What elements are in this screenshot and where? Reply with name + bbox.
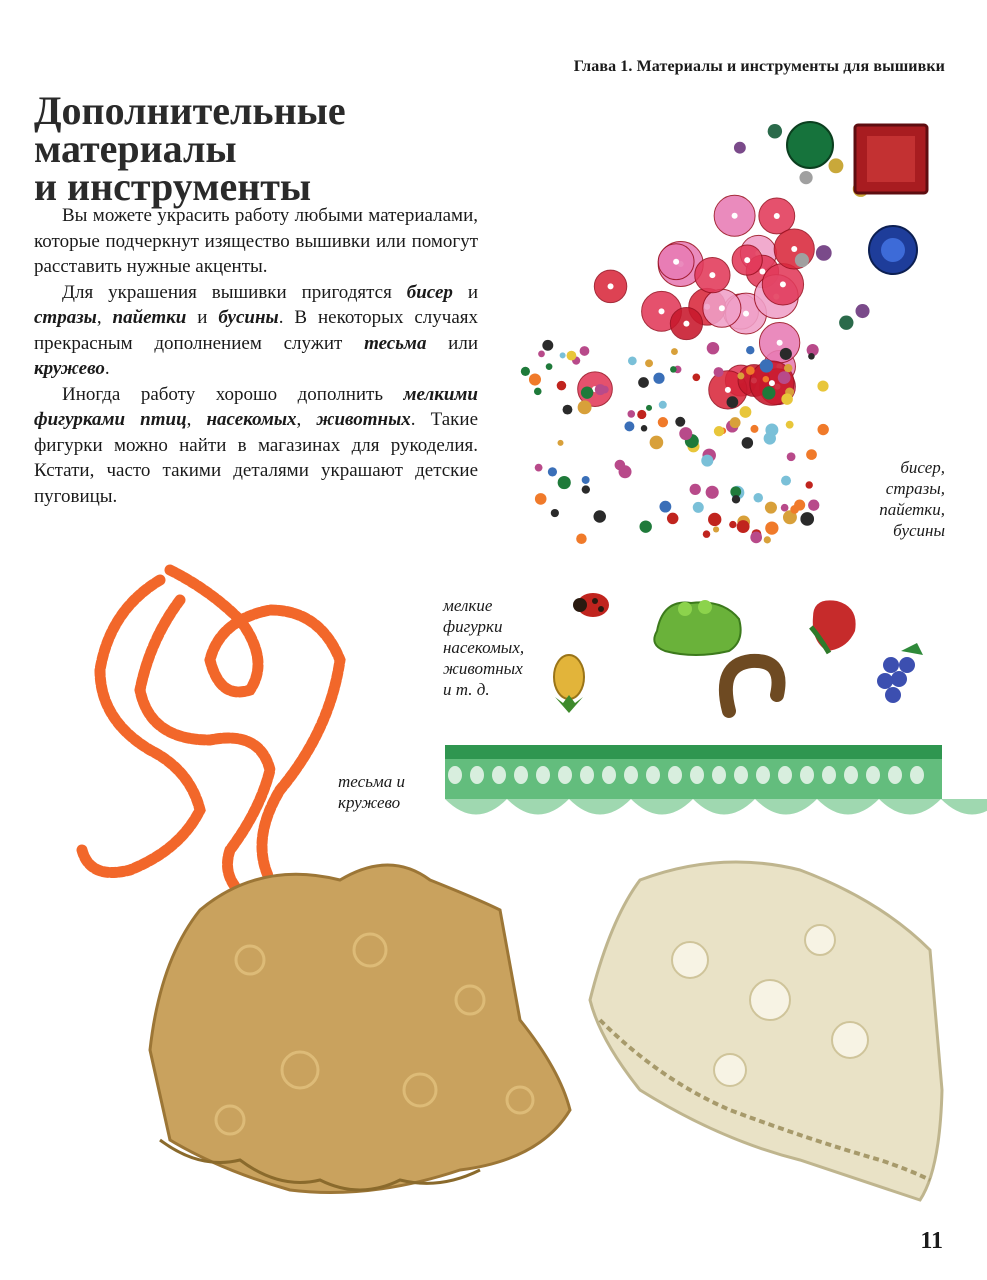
seed-bead (732, 495, 740, 503)
emphasis-sequins: пайетки (112, 307, 187, 328)
lace-hole (888, 766, 902, 784)
seed-bead (576, 533, 587, 544)
horseshoe-figure (726, 661, 779, 711)
seed-bead (578, 400, 592, 414)
metal-bead (734, 142, 746, 154)
sequin-hole (791, 246, 797, 252)
seed-bead (760, 359, 773, 372)
caption-line: пайетки, (879, 500, 945, 519)
text-run: и (452, 281, 478, 303)
seed-bead (557, 440, 563, 446)
seed-bead (764, 536, 771, 543)
seed-bead (693, 502, 704, 513)
emphasis-insects: насекомых (206, 409, 297, 430)
lace-hole (712, 766, 726, 784)
caption-line: тесьма и (338, 772, 405, 791)
metal-bead (839, 316, 853, 330)
gold-lace-photo (140, 840, 580, 1210)
page-title (34, 88, 454, 209)
seed-bead (659, 501, 671, 513)
emphasis-large-beads: бусины (218, 307, 279, 328)
beads-caption (805, 457, 945, 541)
seed-bead (706, 486, 719, 499)
seed-bead (781, 393, 792, 404)
emphasis-lace: кружево (34, 358, 105, 379)
emphasis-bird-figures: мелкими фигурками птиц (34, 383, 478, 430)
lace-hole (734, 766, 748, 784)
seed-bead (529, 374, 541, 386)
lace-hole (580, 766, 594, 784)
seed-bead (746, 366, 755, 375)
cream-lace-photo (580, 840, 945, 1210)
seed-bead (593, 510, 606, 523)
seed-bead (534, 388, 542, 396)
sequin-hole (769, 380, 775, 386)
figurines-caption (443, 595, 573, 700)
sequin-hole (777, 340, 783, 346)
metal-bead (829, 158, 844, 173)
running-head: Глава 1. Материалы и инструменты для вышивки (573, 58, 945, 75)
emphasis-rhinestones: стразы (34, 307, 97, 328)
text-run: . В некоторых случаях прекрасным дополнением служит (34, 307, 479, 354)
seed-bead (619, 465, 632, 478)
seed-bead (737, 520, 750, 533)
strawberry-figure (811, 600, 856, 653)
emphasis-animals: животных (316, 409, 411, 430)
seed-bead (679, 427, 692, 440)
caption-line: бисер, (900, 458, 945, 477)
sequin-hole (744, 257, 750, 263)
text-run: , (296, 409, 317, 430)
seed-bead (624, 421, 634, 431)
text-run: Иногда работу хорошо дополнить (62, 383, 404, 405)
seed-bead (637, 410, 646, 419)
seed-bead (714, 426, 724, 436)
seed-bead (778, 371, 791, 384)
caption-line: насекомых, (443, 638, 525, 657)
seed-bead (787, 452, 796, 461)
lace-hole (800, 766, 814, 784)
seed-bead (671, 348, 678, 355)
seed-bead (521, 367, 530, 376)
seed-bead (701, 455, 713, 467)
seed-bead (546, 363, 553, 370)
metal-bead (768, 124, 782, 138)
sequin-hole (732, 213, 738, 219)
seed-bead (535, 493, 547, 505)
seed-bead (750, 532, 762, 544)
lace-hole (470, 766, 484, 784)
blue-rhinestone-inner (881, 238, 905, 262)
caption-line: и т. д. (443, 680, 490, 699)
seed-bead (581, 386, 593, 398)
seed-bead (740, 406, 752, 418)
ladybug-figure (573, 593, 609, 617)
body-text (34, 203, 478, 509)
seed-bead (762, 386, 775, 399)
seed-bead (713, 526, 719, 532)
seed-bead (781, 476, 791, 486)
seed-bead (727, 396, 739, 408)
lace-hole (668, 766, 682, 784)
sequin-hole (683, 321, 689, 327)
seed-bead (784, 364, 792, 372)
lace-hole (602, 766, 616, 784)
seed-bead (737, 372, 744, 379)
seed-bead (638, 377, 649, 388)
grapes-figure (877, 643, 923, 703)
paragraph-3 (34, 382, 478, 510)
seed-bead (582, 485, 590, 493)
sequin-hole (709, 272, 715, 278)
metal-bead (816, 245, 832, 261)
caption-line: кружево (338, 793, 401, 812)
emphasis-beads: бисер (406, 281, 453, 303)
lace-hole (646, 766, 660, 784)
caption-line: животных (443, 659, 523, 678)
seed-bead (746, 346, 754, 354)
lace-caption (338, 771, 458, 813)
caption-line: бусины (893, 521, 945, 540)
square-rhinestone-facet (867, 136, 915, 182)
seed-bead (781, 504, 789, 512)
seed-bead (742, 437, 754, 449)
metal-bead (799, 171, 812, 184)
seed-bead (551, 509, 559, 517)
seed-bead (640, 520, 652, 532)
seed-bead (817, 424, 828, 435)
seed-bead (641, 425, 647, 431)
seed-bead (558, 476, 571, 489)
seed-bead (790, 505, 799, 514)
lace-hole (624, 766, 638, 784)
seed-bead (582, 476, 590, 484)
seed-bead (675, 417, 685, 427)
seed-bead (708, 513, 721, 526)
green-lace-photo (445, 745, 942, 830)
lace-hole (844, 766, 858, 784)
seed-bead (595, 384, 606, 395)
seed-bead (538, 351, 545, 358)
seed-bead (692, 373, 700, 381)
paragraph-2 (34, 280, 478, 382)
sequin-hole (725, 387, 731, 393)
sequin-hole (759, 268, 765, 274)
seed-bead (535, 464, 543, 472)
text-run: и (186, 307, 219, 328)
lace-hole (558, 766, 572, 784)
seed-bead (670, 366, 677, 373)
page-number: 11 (920, 1228, 943, 1254)
sequin-hole (743, 311, 749, 317)
seed-bead (714, 367, 724, 377)
text-run: Для украшения вышивки пригодятся (62, 281, 407, 303)
sequin-hole (673, 259, 679, 265)
seed-bead (786, 421, 794, 429)
seed-bead (690, 484, 701, 495)
seed-bead (560, 352, 566, 358)
green-rhinestone (787, 122, 833, 168)
seed-bead (628, 356, 637, 365)
lace-hole (690, 766, 704, 784)
seed-bead (765, 502, 777, 514)
seed-bead (646, 405, 652, 411)
sequin-hole (719, 305, 725, 311)
lace-hole (448, 766, 462, 784)
seed-bead (729, 521, 736, 528)
lace-hole (514, 766, 528, 784)
text-run: . (104, 358, 110, 379)
seed-bead (567, 351, 577, 361)
seed-bead (627, 410, 635, 418)
lace-hole (822, 766, 836, 784)
lace-hole (536, 766, 550, 784)
sequin-hole (608, 283, 614, 289)
text-run: или (426, 332, 478, 354)
title-line-1: Дополнительные (34, 88, 346, 133)
seed-bead (667, 513, 678, 524)
seed-bead (808, 353, 815, 360)
seed-bead (817, 381, 828, 392)
lace-hole (756, 766, 770, 784)
paragraph-1: Вы можете украсить работу любыми материалами, которые подчеркнут изящество вышивки или помогут расставить нужные акценты. (34, 205, 478, 277)
seed-bead (659, 401, 667, 409)
lace-hole (910, 766, 924, 784)
caption-line: мелкие (443, 596, 493, 615)
text-run: , (186, 409, 207, 430)
seed-bead (653, 373, 664, 384)
text-run: . Такие фигурки можно найти в магазинах для рукоделия. Кстати, часто такими деталями украшают детские пуговицы. (34, 409, 479, 507)
seed-bead (563, 405, 573, 415)
seed-bead (764, 432, 776, 444)
metal-bead (855, 304, 869, 318)
seed-bead (658, 417, 668, 427)
text-run: , (96, 307, 113, 328)
seed-bead (542, 340, 553, 351)
frog-figure (654, 600, 740, 655)
seed-bead (707, 342, 719, 354)
seed-bead (580, 346, 590, 356)
sequin-hole (774, 213, 780, 219)
seed-bead (730, 417, 741, 428)
seed-bead (557, 381, 566, 390)
seed-bead (765, 521, 778, 534)
seed-bead (645, 359, 653, 367)
lace-hole (778, 766, 792, 784)
caption-line: фигурки (443, 617, 503, 636)
title-line-2: материалы (34, 126, 237, 171)
metal-bead (795, 253, 809, 267)
seed-bead (650, 436, 664, 450)
seed-bead (703, 530, 711, 538)
sequin-hole (780, 281, 786, 287)
sequin-hole (659, 308, 665, 314)
seed-bead (763, 376, 770, 383)
seed-bead (750, 425, 758, 433)
caption-line: стразы, (885, 479, 945, 498)
emphasis-braid: тесьма (364, 332, 427, 354)
seed-bead (548, 467, 557, 476)
lace-hole (866, 766, 880, 784)
title-line-3: и инструменты (34, 164, 312, 209)
figurines-photo (545, 585, 940, 725)
lace-hole (492, 766, 506, 784)
seed-bead (753, 493, 762, 502)
seed-bead (780, 348, 792, 360)
